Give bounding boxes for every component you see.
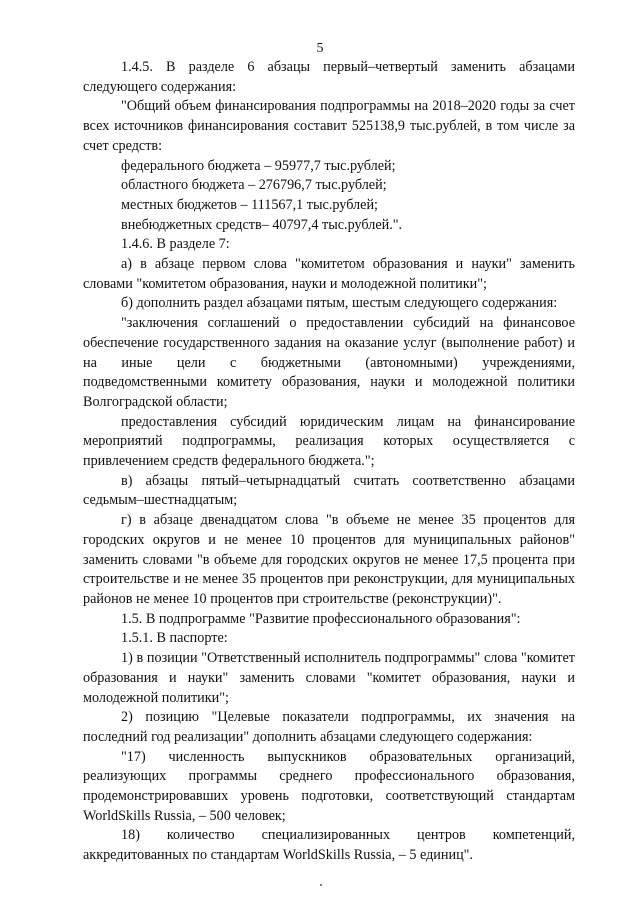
document-body [83, 58, 575, 866]
paragraph-agreements: "заключения соглашений о предоставлении субсидий на финансовое обеспечение государственного задания на оказание услуг (выполнение работ) и на иные цели с бюджетными (автономными) учреждениями, подведомственными комитету образования, науки и молодежной политики Волгоградской области; [83, 315, 575, 410]
paragraph-1-5: 1.5. В подпрограмме "Развитие профессионального образования": [121, 610, 521, 627]
paragraph-item-2: 2) позицию "Целевые показатели подпрограммы, их значения на последний год реализации" дополнить абзацами следующего содержания: [83, 709, 575, 745]
page-number: 5 [316, 41, 324, 56]
scan-speck [320, 884, 322, 886]
paragraph-federal-budget: федерального бюджета – 95977,7 тыс.рублей; [121, 157, 396, 174]
paragraph-1-5-1: 1.5.1. В паспорте: [121, 630, 228, 647]
paragraph-item-1: 1) в позиции "Ответственный исполнитель подпрограммы" слова "комитет образования и науки" заменить словами "комитет образования, науки и молодежной политики"; [83, 650, 575, 706]
paragraph-item-g: г) в абзаце двенадцатом слова "в объеме не менее 35 процентов для городских округов и не менее 10 процентов для муниципальных районов" заменить словами "в объеме для городских округов не менее 17,5 процента при строительстве и не менее 35 процентов при реконструкции, для муниципальных районов не менее 10 процентов при строительстве (реконструкции)". [83, 512, 575, 607]
paragraph-local-budgets: местных бюджетов – 111567,1 тыс.рублей; [121, 196, 378, 213]
paragraph-1-4-5: 1.4.5. В разделе 6 абзацы первый–четвертый заменить абзацами следующего содержания: [83, 59, 575, 95]
paragraph-indicator-17: "17) численность выпускников образовательных организаций, реализующих программы среднего профессионального образования, продемонстрировавших уровень подготовки, соответствующий стандартам WorldSkills Russia, – 500 человек; [83, 748, 575, 824]
paragraph-item-a: а) в абзаце первом слова "комитетом образования и науки" заменить словами "комитетом образования, науки и молодежной политики"; [83, 256, 575, 292]
paragraph-subsidies: предоставления субсидий юридическим лицам на финансирование мероприятий подпрограммы, реализация которых осуществляется с привлечением средств федерального бюджета."; [83, 413, 575, 470]
paragraph-indicator-18: 18) количество специализированных центров компетенций, аккредитованных по стандартам WorldSkills Russia, – 5 единиц". [83, 827, 575, 864]
paragraph-regional-budget: областного бюджета – 276796,7 тыс.рублей; [121, 177, 387, 194]
paragraph-extrabudgetary: внебюджетных средств– 40797,4 тыс.рублей.". [121, 216, 403, 233]
paragraph-item-b: б) дополнить раздел абзацами пятым, шестым следующего содержания: [121, 295, 558, 312]
paragraph-1-4-6: 1.4.6. В разделе 7: [121, 236, 230, 253]
paragraph-item-v: в) абзацы пятый–четырнадцатый считать соответственно абзацами седьмым–шестнадцатым; [83, 472, 575, 509]
paragraph-financing-total: "Общий объем финансирования подпрограммы на 2018–2020 годы за счет всех источников финансирования составит 525138,9 тыс.рублей, в том числе за счет средств: [83, 98, 575, 154]
